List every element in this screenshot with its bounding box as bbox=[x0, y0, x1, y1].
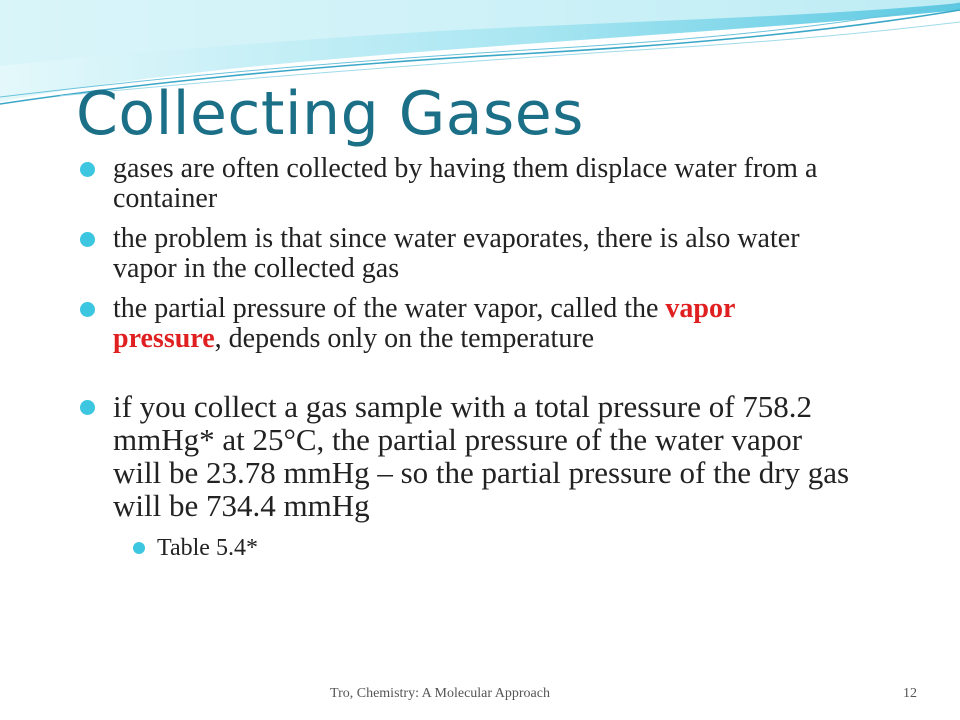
sub-bullet-table-reference: Table 5.4* bbox=[133, 534, 850, 562]
page-number: 12 bbox=[903, 686, 917, 701]
vapor-pressure-term: vapor pressure bbox=[113, 293, 735, 354]
bullet-water-evaporation: the problem is that since water evaporates, there is also water vapor in the collected gas bbox=[80, 224, 850, 284]
bullet-text: the partial pressure of the water vapor, called the bbox=[113, 293, 666, 324]
footer-source: Tro, Chemistry: A Molecular Approach bbox=[330, 686, 550, 701]
bullet-gas-collection: gases are often collected by having them displace water from a container bbox=[80, 154, 850, 214]
bullet-sample-example: if you collect a gas sample with a total pressure of 758.2 mmHg* at 25°C, the partial pressure of the water vapor will be 23.78 mmHg – so the partial pressure of the dry gas will be 734.4 mmHg bbox=[80, 390, 850, 522]
bullet-vapor-pressure bbox=[80, 294, 850, 354]
bullet-list bbox=[80, 154, 850, 562]
bullet-text: , depends only on the temperature bbox=[214, 323, 595, 354]
slide-title: Collecting Gases bbox=[76, 79, 584, 149]
